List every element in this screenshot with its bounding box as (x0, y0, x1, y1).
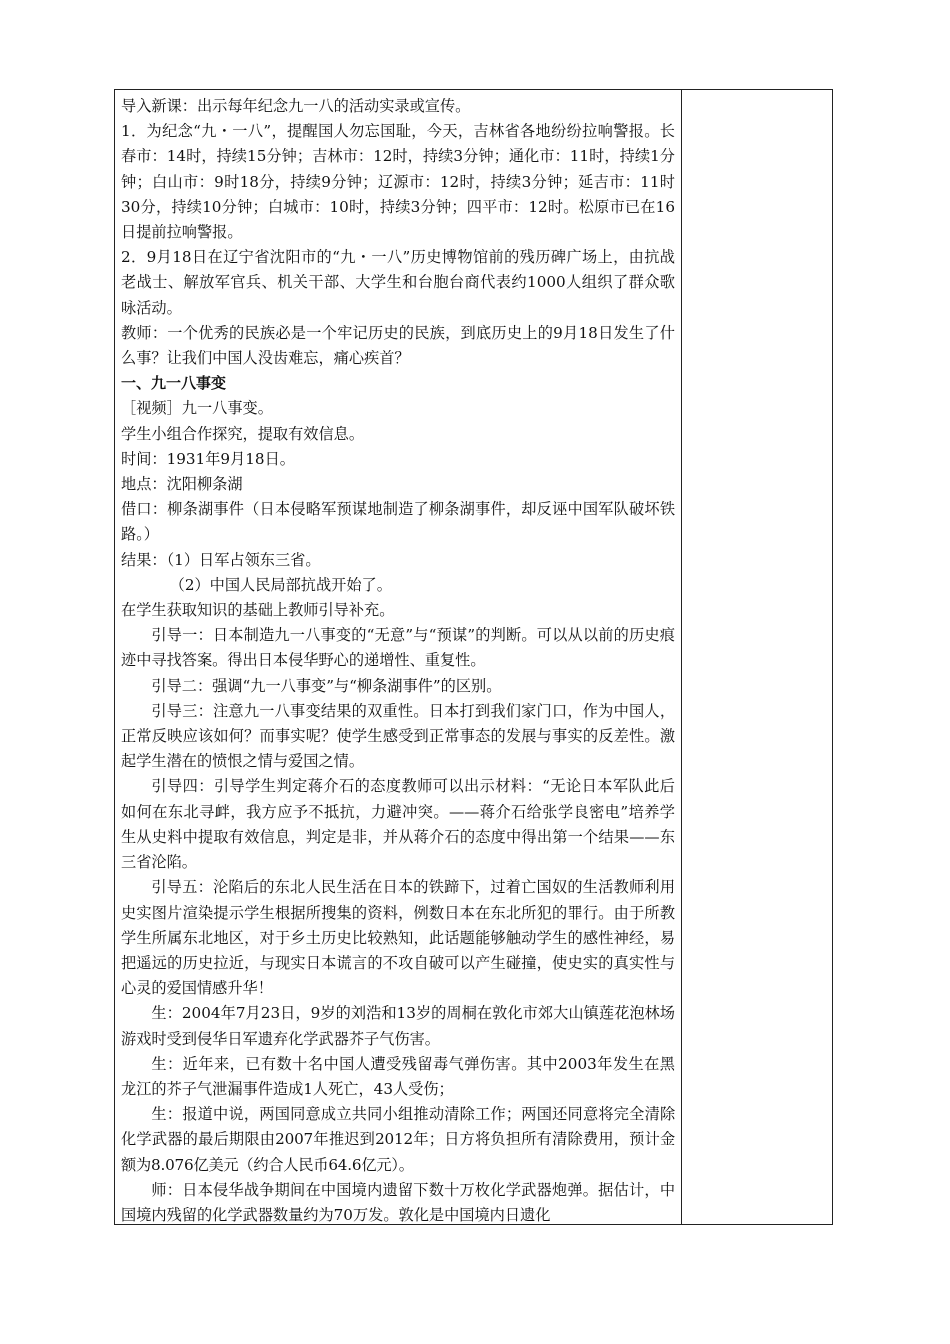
guide-4: 引导四：引导学生判定蒋介石的态度教师可以出示材料：“无论日本军队此后如何在东北寻衅，我方应予不抵抗，力避冲突。——蒋介石给张学良密电”培养学生从史料中提取有效信息，判定是非，并从蒋介石的态度中得出第一个结果——东三省沦陷。 (121, 777, 675, 872)
student-report-3: 生：报道中说，两国同意成立共同小组推动清除工作；两国还同意将完全清除化学武器的最后期限由2007年推迟到2012年；日方将负担所有清除费用，预计金额为8.076亿美元（约合人民币64.6亿元）。 (121, 1105, 675, 1174)
fact-pretext: 借口：柳条湖事件（日本侵略军预谋地制造了柳条湖事件，却反诬中国军队破坏铁路。） (121, 500, 675, 544)
lesson-table (114, 89, 833, 1225)
student-report-2: 生：近年来，已有数十名中国人遭受残留毒气弹伤害。其中2003年发生在黑龙江的芥子气泄漏事件造成1人死亡，43人受伤； (121, 1054, 675, 1098)
guide-5: 引导五：沦陷后的东北人民生活在日本的铁蹄下，过着亡国奴的生活教师利用史实图片渲染提示学生根据所搜集的资料，例数日本在东北所犯的罪行。由于所教学生所属东北地区，对于乡土历史比较熟知，此话题能够触动学生的感性神经，易把遥远的历史拉近，与现实日本谎言的不攻自破可以产生碰撞，使史实的真实性与心灵的爱国情感升华！ (121, 878, 675, 998)
group-task: 学生小组合作探究，提取有效信息。 (121, 424, 364, 443)
teacher-supplement: 在学生获取知识的基础上教师引导补充。 (121, 601, 395, 620)
fact-place: 地点：沈阳柳条湖 (121, 475, 243, 494)
teacher-remark: 师：日本侵华战争期间在中国境内遗留下数十万枚化学武器炮弹。据估计，中国境内残留的化学武器数量约为70万发。敦化是中国境内日遗化 (121, 1180, 675, 1224)
teacher-question: 教师：一个优秀的民族必是一个牢记历史的民族，到底历史上的9月18日发生了什么事？让我们中国人没齿难忘，痛心疾首？ (121, 323, 675, 368)
video-note: ［视频］九一八事变。 (121, 399, 273, 418)
item-1: 1．为纪念“九・一八”，提醒国人勿忘国耻，今天，吉林省各地纷纷拉响警报。长春市：14时，持续15分钟；吉林市：12时，持续3分钟；通化市：11时，持续1分钟；白山市：9时18分，持续9分钟；辽源市：12时，持续3分钟；延吉市：11时30分，持续10分钟；白城市：10时，持续3分钟；四平市：12时。松原市已在16日提前拉响警报。 (121, 122, 675, 242)
guide-1: 引导一：日本制造九一八事变的“无意”与“预谋”的判断。可以从以前的历史痕迹中寻找答案。得出日本侵华野心的递增性、重复性。 (121, 626, 675, 670)
student-report-1: 生：2004年7月23日，9岁的刘浩和13岁的周桐在敦化市郊大山镇莲花泡林场游戏时受到侵华日军遗弃化学武器芥子气伤害。 (121, 1004, 675, 1048)
fact-result-2: （2）中国人民局部抗战开始了。 (169, 575, 392, 594)
lesson-content-cell (115, 90, 681, 1224)
fact-time: 时间：1931年9月18日。 (121, 449, 295, 468)
section-heading: 一、九一八事变 (121, 374, 227, 393)
fact-result-1: 结果：（1）日军占领东三省。 (121, 550, 321, 569)
guide-2: 引导二：强调“九一八事变”与“柳条湖事件”的区别。 (151, 676, 502, 695)
notes-cell (682, 90, 832, 1224)
item-2: 2．9月18日在辽宁省沈阳市的“九・一八”历史博物馆前的残历碑广场上，由抗战老战士、解放军官兵、机关干部、大学生和台胞台商代表约1000人组织了群众歌咏活动。 (121, 248, 675, 317)
guide-3: 引导三：注意九一八事变结果的双重性。日本打到我们家门口，作为中国人，正常反映应该如何？而事实呢？使学生感受到正常事态的发展与事实的反差性。激起学生潜在的愤恨之情与爱国之情。 (121, 701, 675, 771)
intro-line: 导入新课：出示每年纪念九一八的活动实录或宣传。 (121, 97, 471, 115)
